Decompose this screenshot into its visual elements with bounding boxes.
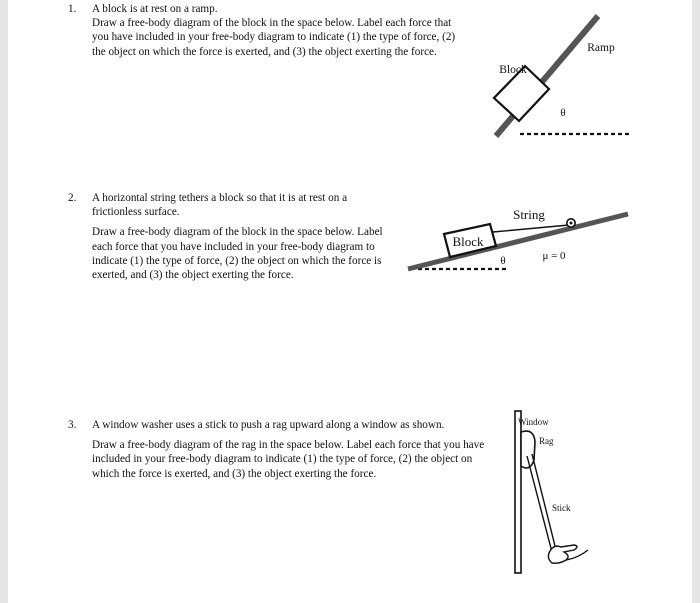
string-block-diagram xyxy=(404,198,634,282)
angle-label: θ xyxy=(500,255,506,267)
problem-title: A window washer uses a stick to push a rag upward along a window as shown. xyxy=(92,419,445,431)
window xyxy=(515,411,521,573)
problem-prompt: Draw a free-body diagram of the block in the space below. Label each force that you have included in your free-body diagram to indicate (1) the type of force, (2) the object on which the force is exerted, and (3) the object exerting the force. xyxy=(92,17,456,58)
right-frame-border xyxy=(692,0,700,603)
rag-label: Rag xyxy=(539,436,554,446)
problem-number: 2. xyxy=(68,192,77,204)
problem-prompt: Draw a free-body diagram of the rag in the space below. Label each force that you have included in your free-body diagram to indicate (1) the type of force, (2) the object on which the force is exerted, and (3) the object exerting the force. xyxy=(92,439,485,480)
ramp-label: Ramp xyxy=(587,42,615,54)
anchor-center xyxy=(570,222,573,225)
problem-title: A block is at rest on a ramp. xyxy=(92,3,218,15)
string-label: String xyxy=(513,207,545,222)
problem-prompt: Draw a free-body diagram of the block in the space below. Label each force that you have included in your free-body diagram to indicate (1) the type of force, (2) the object on which the force is exerted, and (3) the object exerting the force. xyxy=(92,226,383,282)
hand xyxy=(548,545,577,563)
angle-label: θ xyxy=(560,107,566,119)
problem-title: A horizontal string tethers a block so that it is at rest on a frictionless surface. xyxy=(92,192,348,219)
incline-surface xyxy=(408,214,628,269)
window-label: Window xyxy=(518,417,549,427)
block-label: Block xyxy=(499,64,527,76)
ramp-diagram xyxy=(470,6,640,142)
block-label: Block xyxy=(452,234,484,249)
window-washer-diagram xyxy=(508,408,608,576)
stick-label: Stick xyxy=(552,503,571,513)
friction-label: μ = 0 xyxy=(542,250,566,262)
problem-number: 1. xyxy=(68,3,77,15)
ramp-surface xyxy=(496,16,598,136)
problem-number: 3. xyxy=(68,419,77,431)
left-frame-border xyxy=(0,0,8,603)
stick-edge-left xyxy=(527,456,553,556)
